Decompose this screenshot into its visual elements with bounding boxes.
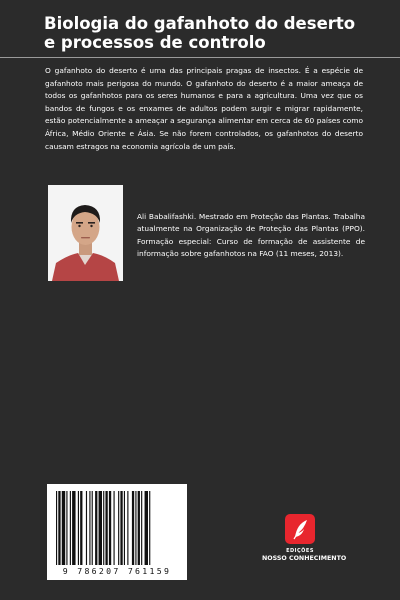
barcode-bar — [109, 491, 111, 565]
barcode-bars — [56, 491, 178, 565]
barcode-bar — [127, 491, 128, 565]
barcode-bar — [78, 491, 79, 565]
barcode-bar — [99, 491, 102, 565]
barcode-bar — [114, 491, 115, 565]
barcode-bar — [145, 491, 148, 565]
barcode-bar — [58, 491, 60, 565]
quill-feather-icon — [285, 514, 315, 544]
author-bio: Ali Babalifashki. Mestrado em Proteção das Plantas. Trabalha atualmente na Organização de Proteção das Plantas (PPO). Formação especial: Curso de formação de assistente de informação sobre gafanhotos na FAO (11 meses, 2013). — [137, 212, 365, 259]
publisher-label: EDIÇÕES — [286, 548, 314, 554]
barcode-bar — [56, 491, 57, 565]
barcode-bar — [86, 491, 87, 565]
publisher-name: NOSSO CONHECIMENTO — [262, 555, 347, 562]
barcode — [47, 484, 187, 580]
barcode-bar — [72, 491, 75, 565]
book-title: Biologia do gafanhoto do deserto e processos de controlo — [44, 14, 356, 52]
barcode-bar — [66, 491, 67, 565]
publisher-logo — [262, 514, 347, 562]
barcode-bar — [124, 491, 125, 565]
barcode-bar — [95, 491, 97, 565]
barcode-bar — [80, 491, 82, 565]
barcode-bar — [132, 491, 134, 565]
barcode-bar — [141, 491, 142, 565]
divider — [0, 57, 400, 58]
barcode-bar — [62, 491, 65, 565]
barcode-bar — [89, 491, 90, 565]
barcode-bar — [103, 491, 104, 565]
barcode-bar — [149, 491, 150, 565]
barcode-bar — [70, 491, 71, 565]
book-description: O gafanhoto do deserto é uma das principais pragas de insectos. É a espécie de gafanhoto mais perigosa do mundo. O gafanhoto do deserto é a maior ameaça de todos os gafanhotos para os seres humanos e para a agricultura. Uma vez que os bandos de fungos e os enxames de adultos podem surgir e migrar rapidamente, estão potencialmente a ameaçar a segurança alimentar em cerca de 60 países como África, Médio Oriente e Ásia. Se não forem controlados, os gafanhotos do deserto causam estragos na economia agrícola de um país. — [45, 66, 363, 151]
barcode-bar — [120, 491, 122, 565]
isbn-number: 9 786207 761159 — [62, 566, 172, 576]
barcode-bar — [138, 491, 140, 565]
barcode-bar — [135, 491, 136, 565]
author-photo — [48, 185, 123, 281]
barcode-bar — [105, 491, 107, 565]
barcode-bar — [118, 491, 119, 565]
barcode-bar — [92, 491, 93, 565]
